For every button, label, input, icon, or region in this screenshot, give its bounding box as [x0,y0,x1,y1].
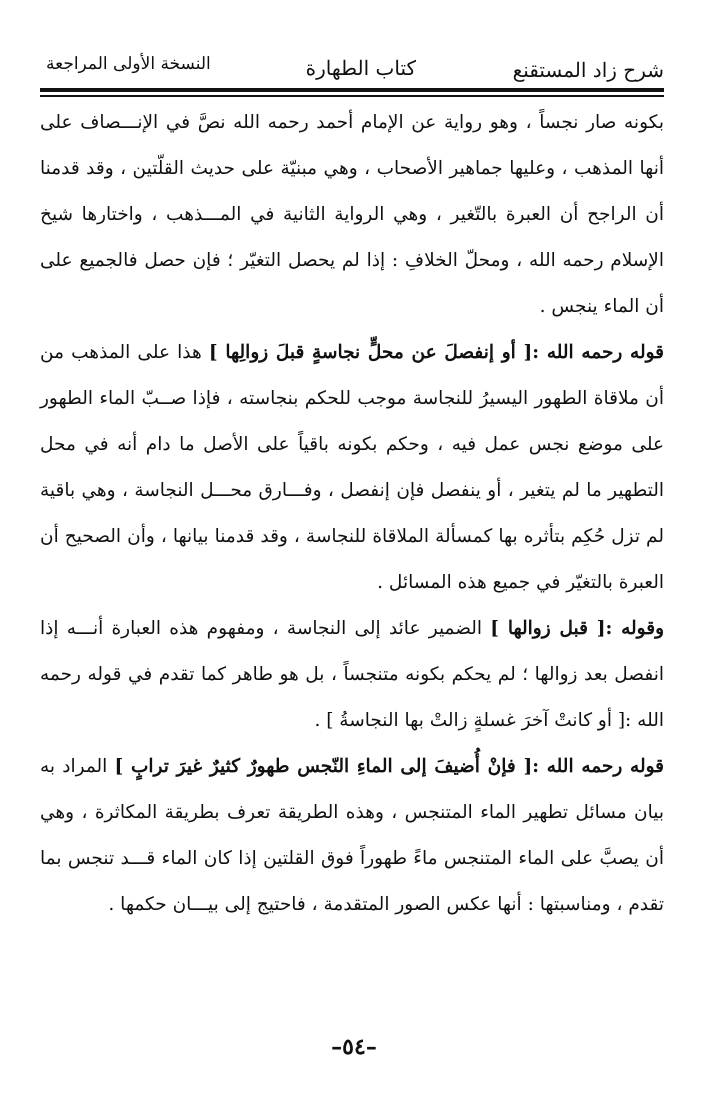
header-rule-thick [40,88,664,92]
page-body [40,100,664,928]
paragraph-heading: وقوله :[ قبل زوالها ] [490,618,665,639]
book-title: شرح زاد المستقنع [512,58,664,82]
paragraph-text: المراد به بيان مسائل تطهير الماء المتنجس ، وهذه الطريقة تعرف بطريقة المكاثرة ، وهي أن يصبَّ على الماء المتنجس ماءً طهوراً فوق القلتين إذا كان الماء قـــد تنجس بما تقدم ، ومناسبتها : أنها عكس الصور المتقدمة ، فاحتيج إلى بيـــان حكمها . [40,756,664,915]
header-rule-thin [40,95,664,97]
paragraph-text: بكونه صار نجساً ، وهو رواية عن الإمام أحمد رحمه الله نصَّ في الإنـــصاف على أنها المذهب ، وعليها جماهير الأصحاب ، وهي مبنيّة على حديث القلّتين ، وقد قدمنا أن الراجح أن العبرة بالتّغير ، وهي الرواية الثانية في المـــذهب ، واختارها شيخ الإسلام رحمه الله ، ومحلّ الخلافِ : إذا لم يحصل التغيّر ؛ فإن حصل فالجميع على أن الماء ينجس . [40,112,664,317]
paragraph-text: هذا على المذهب من أن ملاقاة الطهور اليسيرُ للنجاسة موجب للحكم بنجاسته ، فإذا صــبّ الماء الطهور على موضع نجس عمل فيه ، وحكم بكونه باقياً على الأصل ما دام أنه في محل التطهير ما لم يتغير ، أو ينفصل فإن إنفصل ، وفـــارق محـــل النجاسة ، وهي باقية لم تزل حُكِم بتأثره بها كمسألة الملاقاة للنجاسة ، وقد قدمنا بيانها ، وأن الصحيح أن العبرة بالتغيّر في جميع هذه المسائل . [40,342,664,593]
paragraph-text: الضمير عائد إلى النجاسة ، ومفهوم هذه العبارة أنـــه إذا انفصل بعد زوالها ؛ لم يحكم بكونه متنجساً ، بل هو طاهر كما تقدم في قوله رحمه الله :[ أو كانتْ آخرَ غسلةٍ زالتْ بها النجاسةُ ] . [40,618,664,731]
paragraph [40,744,664,928]
running-header [40,52,664,88]
paragraph [40,330,664,606]
paragraph [40,606,664,744]
edition-label: النسخة الأولى المراجعة [46,54,211,74]
paragraph [40,100,664,330]
paragraph-heading: قوله رحمه الله :[ فإنْ أُضيفَ إلى الماءِ النّجس طهورٌ كثيرٌ غيرَ ترابٍ ] [114,756,664,777]
chapter-title: كتاب الطهارة [305,56,416,80]
paragraph-heading: قوله رحمه الله :[ أو إنفصلَ عن محلٍّ نجاسةٍ قبلَ زوالِها ] [208,342,664,363]
page-number: –٥٤– [331,1034,377,1060]
